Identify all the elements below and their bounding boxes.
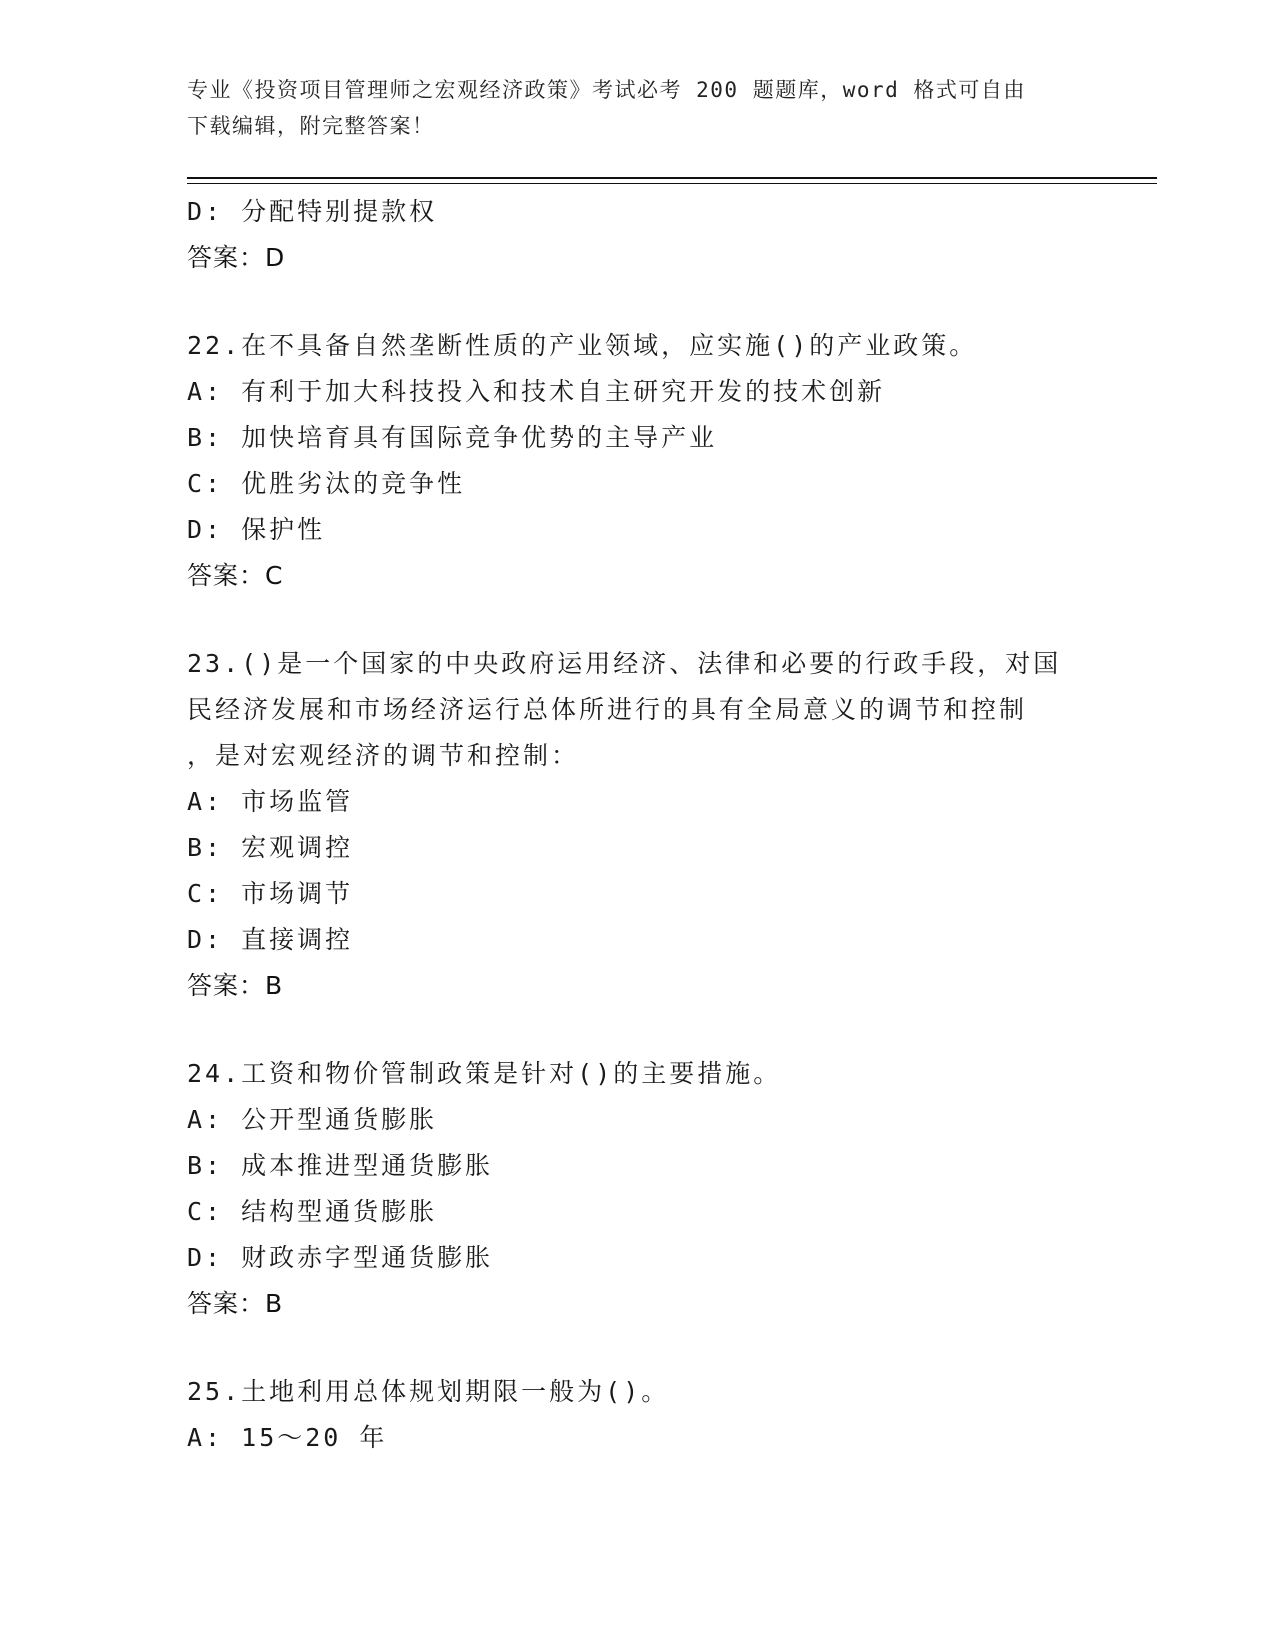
answer-line: 答案：B (187, 971, 284, 1000)
document-header-note (187, 72, 1087, 144)
option-c: C: 结构型通货膨胀 (187, 1197, 438, 1226)
option-a: A: 市场监管 (187, 787, 354, 816)
option-d: D: 财政赤字型通货膨胀 (187, 1243, 494, 1272)
question-stem-line-1: 23.()是一个国家的中央政府运用经济、法律和必要的行政手段，对国 (187, 649, 1062, 678)
question-stem: 25.土地利用总体规划期限一般为()。 (187, 1377, 670, 1406)
header-line-1: 专业《投资项目管理师之宏观经济政策》考试必考 200 题题库，word 格式可自由 (187, 78, 1026, 102)
question-21-tail (187, 189, 1087, 281)
option-d: D: 直接调控 (187, 925, 354, 954)
spacer (187, 1327, 1087, 1369)
question-23 (187, 641, 1087, 1009)
header-divider-thin (187, 183, 1157, 184)
option-c: C: 市场调节 (187, 879, 354, 908)
question-25 (187, 1369, 1087, 1461)
option-a: A: 15～20 年 (187, 1423, 388, 1452)
spacer (187, 281, 1087, 323)
question-stem-line-3: ，是对宏观经济的调节和控制： (187, 741, 580, 770)
spacer (187, 599, 1087, 641)
option-b: B: 成本推进型通货膨胀 (187, 1151, 494, 1180)
option-a: A: 公开型通货膨胀 (187, 1105, 438, 1134)
answer-line: 答案：B (187, 1289, 284, 1318)
question-24 (187, 1051, 1087, 1327)
header-line-2: 下载编辑，附完整答案！ (187, 114, 435, 138)
question-stem: 24.工资和物价管制政策是针对()的主要措施。 (187, 1059, 782, 1088)
option-b: B: 加快培育具有国际竞争优势的主导产业 (187, 423, 718, 452)
option-a: A: 有利于加大科技投入和技术自主研究开发的技术创新 (187, 377, 886, 406)
answer-line: 答案：D (187, 243, 286, 272)
option-d: D: 分配特别提款权 (187, 197, 438, 226)
spacer (187, 1009, 1087, 1051)
answer-line: 答案：C (187, 561, 284, 590)
question-stem-line-2: 民经济发展和市场经济运行总体所进行的具有全局意义的调节和控制 (187, 695, 1028, 724)
option-c: C: 优胜劣汰的竞争性 (187, 469, 466, 498)
question-content (187, 189, 1087, 1461)
question-stem: 22.在不具备自然垄断性质的产业领域，应实施()的产业政策。 (187, 331, 978, 360)
option-b: B: 宏观调控 (187, 833, 354, 862)
question-22 (187, 323, 1087, 599)
header-divider-thick (187, 177, 1157, 179)
option-d: D: 保护性 (187, 515, 326, 544)
